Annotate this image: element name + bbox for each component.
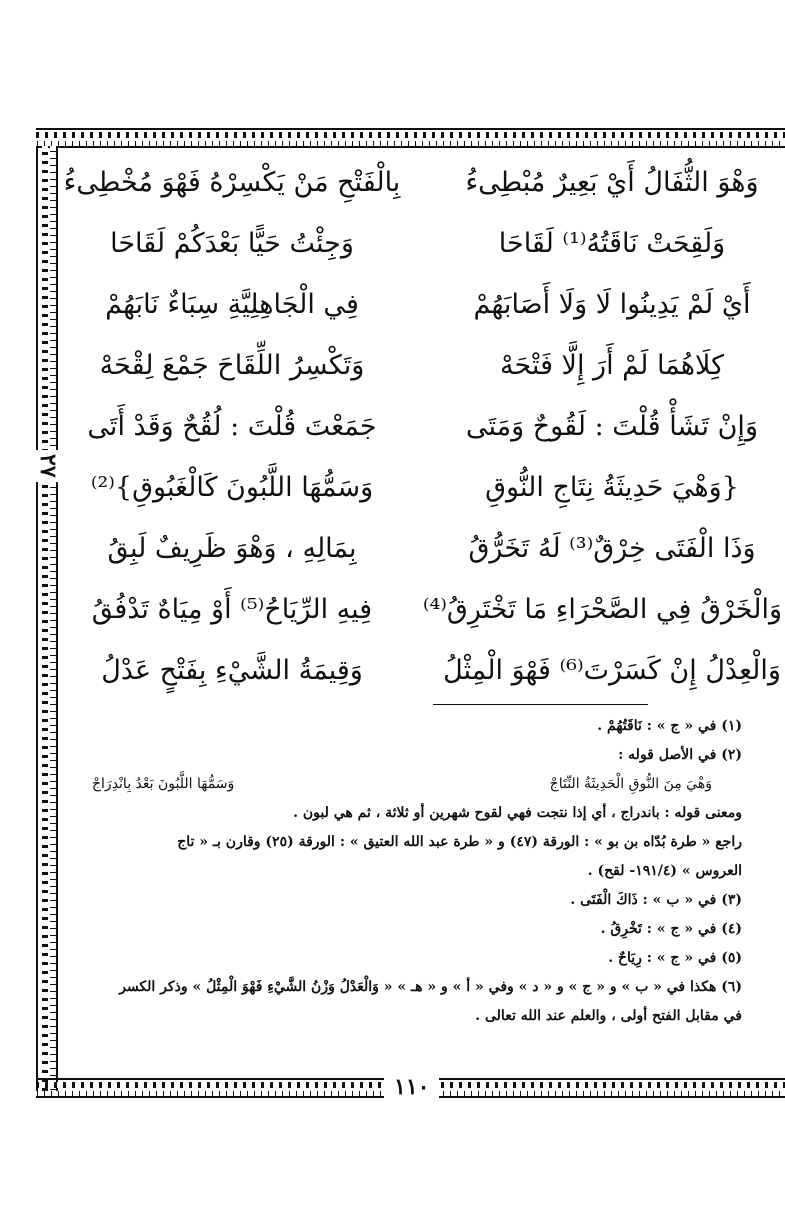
footnote-5: (٥) في « ج » : رِيَاحٌ .	[608, 950, 742, 966]
verse-second-hemistich: فِيهِ الرِّيَاحُ⁽⁵⁾ أَوْ مِيَاهٌ تَدْفُقُ	[91, 594, 373, 625]
quoted-hemistich: وَهْيَ مِنَ النُّوقِ الْحَدِيثَةُ النِّتَاجْ	[549, 776, 712, 792]
verse-first-hemistich: وَلَقِحَتْ نَاقَتُهُ⁽¹⁾ لَقَاحَا	[498, 228, 726, 259]
verse-second-hemistich: فِي الْجَاهِلِيَّةِ سِبَاءٌ نَابَهُمْ	[105, 289, 359, 320]
page-number: ١١٠	[384, 1073, 439, 1101]
verse-second-hemistich: بِالْفَتْحِ مَنْ يَكْسِرْهُ فَهْوَ مُخْطِىءُ	[63, 167, 401, 198]
verse-first-hemistich: وَالْخَرْقُ فِي الصَّحْرَاءِ مَا تَخْتَرِقُ⁽⁴⁾	[422, 594, 782, 625]
verse-first-hemistich: أَيْ لَمْ يَدِينُوا لَا وَلَا أَصَابَهُمْ	[473, 289, 751, 320]
verse-second-hemistich: بِمَالِهِ ، وَهْوَ ظَرِيفٌ لَبِقُ	[107, 533, 357, 564]
footnote-2-meaning: ومعنى قوله : باندراج ، أي إذا نتجت فهي لقوح شهرين أو ثلاثة ، ثم هي لبون .	[293, 805, 742, 821]
footnote-4: (٤) في « ج » : تَخْرِقُ .	[600, 921, 742, 937]
verses-block	[62, 158, 782, 707]
footnote-3: (٣) في « ب » : ذَاكَ الْفَتَى .	[570, 892, 742, 908]
footnote-2-reference-cont: العروس » (١٩١/٤- لقح) .	[587, 863, 742, 879]
side-number: ٢٧	[33, 450, 61, 482]
verse-first-hemistich: وَهْوَ الثُّفَالُ أَيْ بَعِيرٌ مُبْطِىءُ	[465, 167, 759, 198]
verse-first-hemistich: وَإِنْ تَشَأْ قُلْتَ : لَقُوحٌ وَمَتَى	[466, 411, 758, 442]
verse-row	[62, 341, 782, 402]
verse-row	[62, 585, 782, 646]
footnote-2-intro: (٢) في الأصل قوله :	[618, 747, 742, 763]
quoted-hemistich: وَسَمُّهَا اللَّبُونَ بَعْدُ بِانْدِرَاجْ	[92, 776, 235, 792]
verse-row	[62, 463, 782, 524]
verse-row	[62, 402, 782, 463]
verse-second-hemistich: وَجِئْتُ حَيًّا بَعْدَكُمْ لَقَاحَا	[110, 228, 354, 259]
verse-first-hemistich: كِلَاهُمَا لَمْ أَرَ إِلَّا فَتْحَهْ	[500, 350, 724, 381]
verse-first-hemistich: {وَهْيَ حَدِيثَةُ نِتَاجِ النُّوقِ	[485, 472, 739, 503]
footnote-separator	[433, 704, 648, 705]
verse-second-hemistich: جَمَعْتَ قُلْتَ : لُقُحٌ وَقَدْ أَتَى	[87, 411, 377, 442]
footnote-1: (١) في « ج » : نَاقَتُهُمْ .	[597, 718, 742, 734]
verse-row	[62, 280, 782, 341]
footnotes	[62, 712, 742, 1031]
footnote-6-cont: في مقابل الفتح أولى ، والعلم عند الله تعالى .	[475, 1008, 742, 1024]
verse-first-hemistich: وَذَا الْفَتَى خِرْقٌ⁽³⁾ لَهُ تَخَرُّقُ	[468, 533, 756, 564]
verse-second-hemistich: وَتَكْسِرُ اللِّقَاحَ جَمْعَ لِقْحَهْ	[99, 350, 365, 381]
footnote-2-quoted-verse	[62, 770, 742, 799]
verse-first-hemistich: وَالْعِدْلُ إِنْ كَسَرْتَ⁽⁶⁾ فَهْوَ الْمِثْلُ	[443, 655, 781, 686]
verse-row	[62, 646, 782, 707]
verse-row	[62, 524, 782, 585]
verse-row	[62, 158, 782, 219]
page-border-top	[36, 128, 785, 148]
footnote-2-reference: راجع « طرة بُدّاه بن بو » : الورقة (٤٧) و « طرة عبد الله العتيق » : الورقة (٢٥) وقارن بـ « تاج	[177, 834, 742, 850]
footnote-6: (٦) هكذا في « ب » و « ج » و « د » وفي « أ » و « هـ » « وَالْعَدْلُ وَزْنُ الشَّيْءِ فَهْوَ الْمِثْلُ » وذكر الكسر	[119, 979, 742, 995]
verse-second-hemistich: وَقِيمَةُ الشَّيْءِ بِفَتْحٍ عَدْلُ	[101, 655, 363, 686]
page-border-side	[36, 146, 58, 1091]
verse-second-hemistich: وَسَمُّهَا اللَّبُونَ كَالْغَبُوقِ}⁽²⁾	[90, 472, 374, 503]
verse-row	[62, 219, 782, 280]
